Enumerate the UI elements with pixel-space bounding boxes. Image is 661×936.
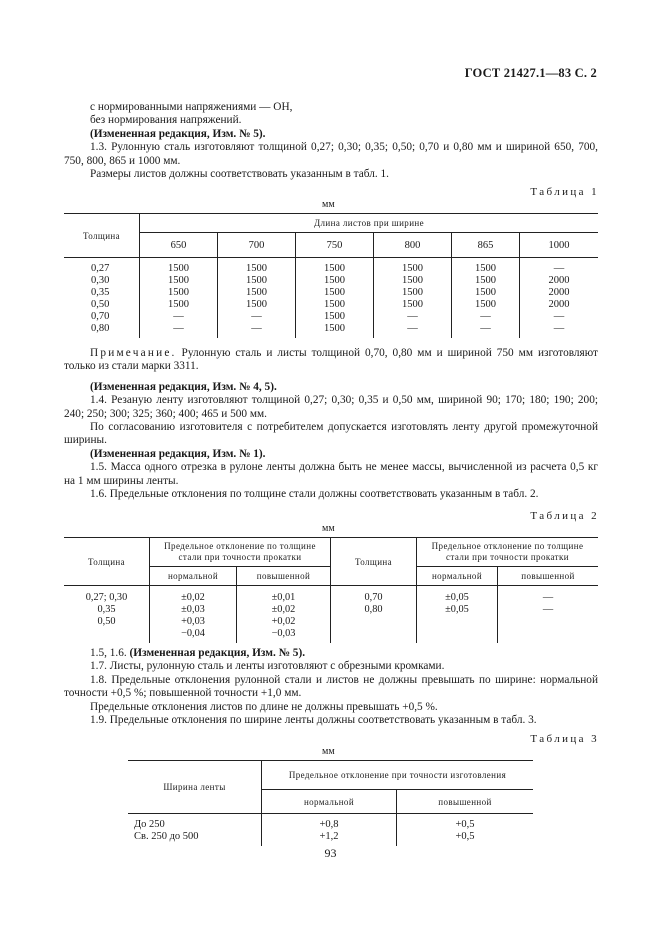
lower-block [64, 647, 598, 727]
page-number: 93 [324, 846, 337, 860]
table3-head-normal: нормальной [262, 790, 397, 814]
table2-col-thickness: 0,27; 0,30 0,35 0,50 [64, 586, 150, 644]
table3-col-normal: +0,8 +1,2 [262, 814, 397, 847]
amendment-note: 1.5, 1.6. (Измененная редакция, Изм. № 5). [90, 647, 306, 659]
table-2 [64, 537, 598, 643]
amendment-note: (Измененная редакция, Изм. № 4, 5). [90, 380, 277, 393]
table1-col-1000: — 2000 2000 2000 — — [548, 263, 570, 334]
table1-col-750: 1500 1500 1500 1500 1500 1500 [296, 258, 374, 339]
paragraph-1-6: 1.6. Предельные отклонения по толщине стали должны соответствовать указанным в табл. 2. [90, 488, 539, 501]
table2-head-high-right: повышенной [498, 567, 599, 586]
paragraph-1-9: 1.9. Предельные отклонения по ширине ленты должны соответствовать указанным в табл. 3. [90, 714, 537, 727]
table2-head-normal: нормальной [150, 567, 237, 586]
table1-col-865: 1500 1500 1500 1500 — — [452, 258, 520, 339]
table2-head-thickness: Толщина [64, 538, 150, 586]
table1-caption: Таблица 1 [530, 186, 599, 198]
table2-col-thickness-right: 0,70 0,80 [331, 586, 417, 644]
paragraph-1-3: 1.3. Рулонную сталь изготовляют толщиной 0,27; 0,30; 0,35; 0,50; 0,70 и 0,80 мм и шириной 650, 700, 750, 800, 865 и 1000 мм. [64, 141, 598, 167]
table2-head-thickness-right: Толщина [331, 538, 417, 586]
table1-col-700: 1500 1500 1500 1500 — — [218, 258, 296, 339]
table1-width: 750 [296, 233, 374, 258]
table1-width: 865 [452, 233, 520, 258]
page-header: ГОСТ 21427.1—83 С. 2 [464, 66, 597, 80]
intro-line-1: с нормированными напряжениями — ОН, [90, 101, 293, 113]
middle-block [64, 347, 598, 501]
table2-col-high-right: — — [542, 592, 554, 615]
table2-head-dev: Предельное отклонение по толщине стали при точности прокатки [150, 538, 331, 567]
intro-line-2: без нормирования напряжений. [90, 114, 242, 127]
table2-head-high: повышенной [237, 567, 331, 586]
table2-caption: Таблица 2 [530, 510, 599, 522]
amendment-note: (Измененная редакция, Изм. № 5). [90, 127, 266, 140]
paragraph-sizes: Размеры листов должны соответствовать указанным в табл. 1. [90, 168, 389, 181]
paragraph-1-8: 1.8. Предельные отклонения рулонной стали и листов не должны превышать по ширине: нормальной точности +0,5 %; повышенной точности +1,0 мм. [64, 673, 598, 700]
table1-col-thickness: 0,27 0,30 0,35 0,50 0,70 0,80 [64, 258, 140, 339]
table1-head-length: Длина листов при ширине [140, 214, 599, 233]
paragraph-1-4: 1.4. Резаную ленту изготовляют толщиной 0,27; 0,30; 0,35 и 0,50 мм, шириной 90; 170; 180; 190; 200; 240; 250; 300; 325; 360; 400; 465 и 500 мм. [64, 394, 598, 420]
table1-width: 700 [218, 233, 296, 258]
paragraph-1-5: 1.5. Масса одного отрезка в рулоне ленты должна быть не менее массы, вычисленной из расчета 0,5 кг на 1 мм ширины ленты. [64, 461, 598, 487]
table-1 [64, 213, 598, 338]
intro-block [64, 101, 598, 181]
table1-unit: мм [322, 199, 335, 210]
table3-col-high: +0,5 +0,5 [455, 819, 475, 842]
table1-col-650: 1500 1500 1500 1500 — — [140, 258, 218, 339]
note-table1: Примечание. Рулонную сталь и листы толщиной 0,70, 0,80 мм и шириной 750 мм изготовляют только из стали марки 3311. [64, 347, 598, 373]
table3-head-width: Ширина ленты [128, 761, 262, 814]
table2-col-normal: ±0,02 ±0,03 +0,03 −0,04 [150, 586, 237, 644]
table1-width: 800 [374, 233, 452, 258]
paragraph-agreement: По согласованию изготовителя с потребителем допускается изготовлять ленту другой промежуточной ширины. [64, 421, 598, 447]
table3-head-high: повышенной [397, 790, 534, 814]
table2-col-normal-right: ±0,05 ±0,05 [417, 586, 498, 644]
amendment-note: (Измененная редакция, Изм. № 1). [90, 447, 266, 460]
paragraph-length: Предельные отклонения листов по длине не должны превышать +0,5 %. [90, 700, 438, 713]
table1-width: 1000 [520, 233, 599, 258]
table1-col-800: 1500 1500 1500 1500 — — [374, 258, 452, 339]
table3-caption: Таблица 3 [530, 733, 599, 745]
table1-head-thickness: Толщина [64, 214, 140, 258]
table3-col-width: До 250 Св. 250 до 500 [128, 814, 262, 847]
table2-unit: мм [322, 523, 335, 534]
table2-col-high: ±0,01 ±0,02 +0,02 −0,03 [237, 586, 331, 644]
table3-head-dev: Предельное отклонение при точности изготовления [262, 761, 534, 790]
table2-head-dev-right: Предельное отклонение по толщине стали при точности прокатки [417, 538, 599, 567]
table1-width: 650 [140, 233, 218, 258]
paragraph-1-7: 1.7. Листы, рулонную сталь и ленты изготовляют с обрезными кромками. [90, 660, 445, 673]
table2-head-normal-right: нормальной [417, 567, 498, 586]
table3-unit: мм [322, 746, 335, 757]
table-3 [128, 760, 533, 846]
